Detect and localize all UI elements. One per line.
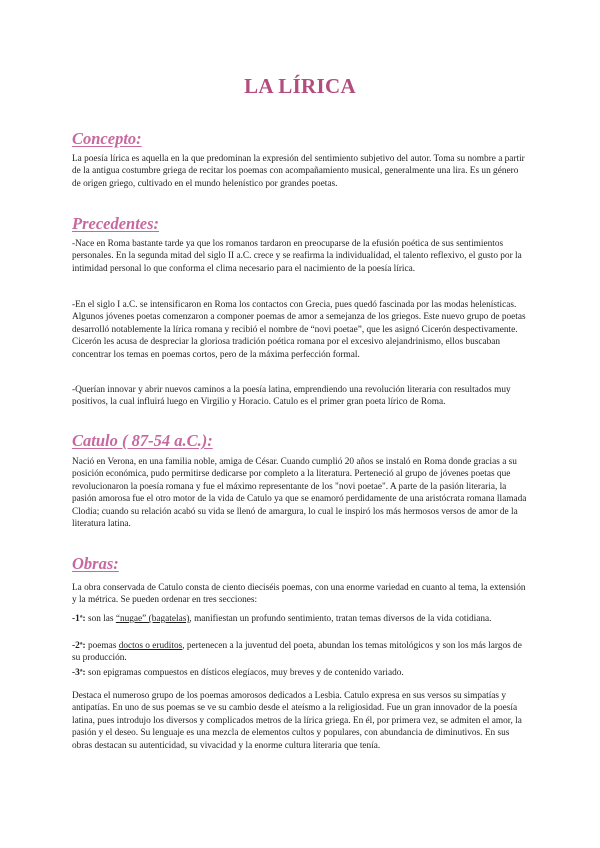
section-text: son las xyxy=(85,614,116,624)
paragraph-obras-intro: La obra conservada de Catulo consta de ciento dieciséis poemas, con una enorme variedad en cuanto al tema, la extensión y la métrica. Se pueden ordenar en tres secciones: xyxy=(72,583,526,606)
page-title: LA LÍRICA xyxy=(244,74,356,98)
paragraph-precedentes-2: -En el siglo I a.C. se intensificaron en Roma los contactos con Grecia, pues quedó fascinada por las modas helenísticas. Algunos jóvenes poetas comenzaron a componer poemas de amor a semejanza de los griegos. Este nuevo grupo de poetas desarrolló notablemente la lírica romana y recibió el nombre de “novi poetae”, que les asignó Cicerón despectivamente. Cicerón les acusa de despreciar la gloriosa tradición poética romana por el excesivo alejandrinismo, ellos buscaban concentrar los temas en poemas cortos, pero de la máxima perfección formal. xyxy=(72,300,526,360)
paragraph-concepto: La poesía lírica es aquella en la que predominan la expresión del sentimiento subjetivo del autor. Toma su nombre a partir de la antigua costumbre griega de recitar los poemas con acompañamiento musical, generalmente una lira. Es un género de origen griego, cultivado en el mundo helenístico por grandes poetas. xyxy=(72,154,525,189)
list-item-section-1 xyxy=(72,613,528,625)
heading-obras: Obras: xyxy=(72,554,119,573)
section-term: “nugae” (bagatelas) xyxy=(115,614,190,624)
paragraph-obras-closing: Destaca el numeroso grupo de los poemas amorosos dedicados a Lesbia. Catulo expresa en sus versos su simpatías y antipatías. En uno de sus poemas se ve su cambio desde el ateísmo a la religiosidad. Fue un gran innovador de la poesía latina, pues introdujo los diversos y complicados metros de la lírica griega. En él, por primera vez, se admiten el amor, la pasión y el deseo. Su lenguaje es una mezcla de elementos cultos y populares, con abundancia de diminutivos. En sus obras destacan su autenticidad, su vivacidad y la enorme cultura literaria que tenía. xyxy=(72,691,522,751)
section-term: doctos o eruditos xyxy=(118,641,183,651)
section-text: son epigramas compuestos en dísticos elegíacos, muy breves y de contenido variado. xyxy=(85,668,404,678)
section-number: -3ª: xyxy=(72,668,86,678)
section-text: , manifiestan un profundo sentimiento, tratan temas diversos de la vida cotidiana. xyxy=(189,614,492,624)
heading-catulo: Catulo ( 87-54 a.C.): xyxy=(72,431,213,450)
section-number: -2ª: xyxy=(72,641,86,651)
section-number: -1ª: xyxy=(72,614,86,624)
heading-precedentes: Precedentes: xyxy=(72,214,160,233)
paragraph-precedentes-3: -Querían innovar y abrir nuevos caminos a la poesía latina, emprendiendo una revolución literaria con resultados muy positivos, la cual influirá luego en Virgilio y Horacio. Catulo es el primer gran poeta lírico de Roma. xyxy=(72,385,511,408)
list-item-section-3 xyxy=(72,667,528,679)
section-text: , pertenecen a la juventud del poeta, abundan los temas mitológicos y son los más largos de su producción. xyxy=(72,641,522,664)
list-item-section-2 xyxy=(72,640,528,665)
paragraph-precedentes-1: -Nace en Roma bastante tarde ya que los romanos tardaron en preocuparse de la efusión poética de sus sentimientos personales. En la segunda mitad del siglo II a.C. crece y se reafirma la individualidad, el talento reflexivo, el gusto por la intimidad personal lo que conforma el clima necesario para el nacimiento de la poesía lírica. xyxy=(72,239,522,274)
heading-concepto: Concepto: xyxy=(72,129,142,148)
paragraph-catulo: Nació en Verona, en una familia noble, amiga de César. Cuando cumplió 20 años se instaló en Roma donde gracias a su posición económica, pudo permitirse dedicarse por completo a la literatura. Perteneció al grupo de jóvenes poetas que revolucionaron la poesía romana y fue el máximo representante de los "novi poetae". A parte de la pasión literaria, la pasión amorosa fue el otro motor de la vida de Catulo ya que se enamoró perdidamente de una aristócrata romana llamada Clodia; cuando su relación acabó su vida se llenó de amargura, lo cual le inspiró los más hermosos versos de amor de la literatura latina. xyxy=(72,457,527,530)
section-text: poemas xyxy=(85,641,119,651)
